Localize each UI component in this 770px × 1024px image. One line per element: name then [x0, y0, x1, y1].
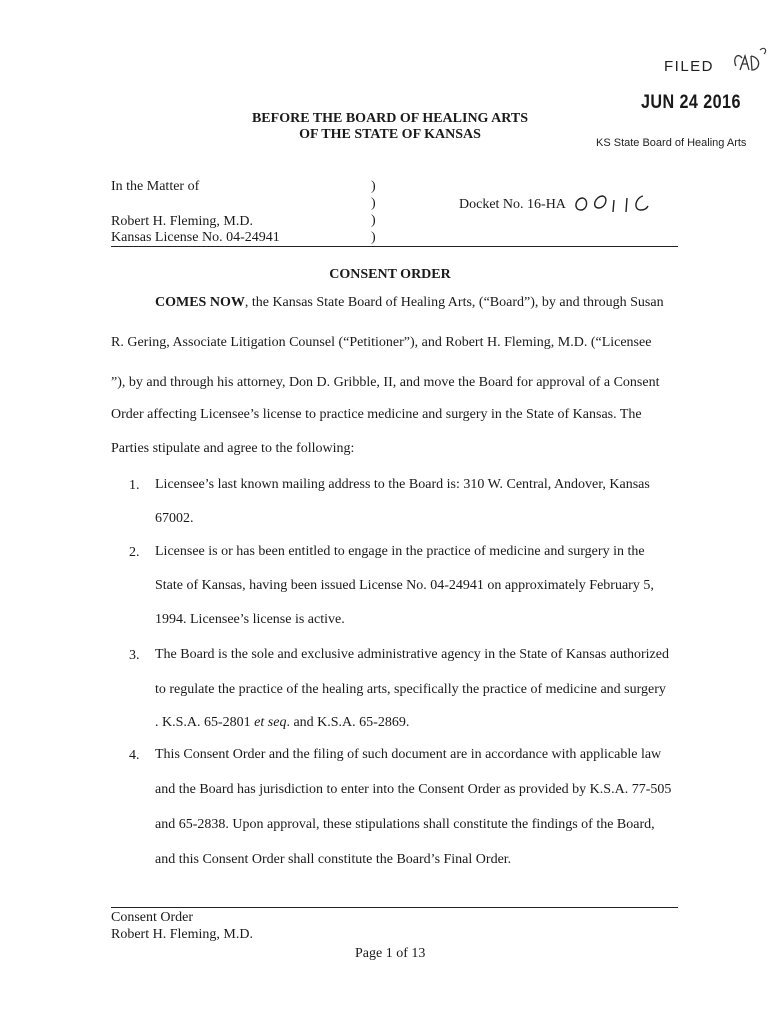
- filed-date: JUN 24 2016: [641, 92, 741, 113]
- intro-line-1: COMES NOW, the Kansas State Board of Healing Arts, (“Board”), by and through Susan: [155, 295, 664, 310]
- caption-name: Robert H. Fleming, M.D.: [111, 214, 253, 229]
- handwritten-initials: [730, 44, 770, 84]
- footer-rule: [111, 907, 678, 908]
- item-4-line-1: This Consent Order and the filing of such document are in accordance with applicable law: [155, 747, 662, 762]
- docket-number: Docket No. 16-HA: [459, 197, 566, 212]
- item-2-line-1: Licensee is or has been entitled to engage in the practice of medicine and surgery in the: [155, 544, 645, 559]
- intro-line-2: R. Gering, Associate Litigation Counsel (“Petitioner”), and Robert H. Fleming, M.D. (“Licensee: [111, 335, 652, 350]
- court-header-line1: BEFORE THE BOARD OF HEALING ARTS: [251, 111, 529, 126]
- caption-paren: ): [371, 179, 376, 194]
- item-1-line-2: 67002.: [155, 511, 194, 526]
- caption-license: Kansas License No. 04-24941: [111, 230, 280, 245]
- item-3-line-1: The Board is the sole and exclusive administrative agency in the State of Kansas authorized: [155, 647, 669, 662]
- item-number: 2.: [129, 545, 140, 560]
- item-3-citation: . K.S.A. 65-2801 et seq. and K.S.A. 65-2869.: [155, 715, 410, 730]
- intro-line-3: ”), by and through his attorney, Don D. Gribble, II, and move the Board for approval of a Consent: [111, 375, 660, 390]
- footer-party-name: Robert H. Fleming, M.D.: [111, 927, 253, 942]
- intro-line-4: Order affecting Licensee’s license to practice medicine and surgery in the State of Kansas. The: [111, 407, 642, 422]
- filed-stamp: FILED: [664, 58, 715, 75]
- document-title: CONSENT ORDER: [329, 267, 451, 282]
- item-4-line-2: and the Board has jurisdiction to enter into the Consent Order as provided by K.S.A. 77-505: [155, 782, 672, 797]
- caption-paren: ): [371, 213, 376, 228]
- footer-doc-title: Consent Order: [111, 910, 194, 925]
- caption-paren: ): [371, 230, 376, 245]
- intro-lead: COMES NOW: [155, 295, 245, 310]
- item-number: 4.: [129, 748, 140, 763]
- item-1-line-1: Licensee’s last known mailing address to the Board is: 310 W. Central, Andover, Kansas: [155, 477, 650, 492]
- caption-paren: ): [371, 196, 376, 211]
- court-header-line2: OF THE STATE OF KANSAS: [299, 127, 481, 142]
- item-4-line-3: and 65-2838. Upon approval, these stipulations shall constitute the findings of the Board,: [155, 817, 655, 832]
- handwritten-docket-number: [571, 190, 661, 216]
- item-4-line-4: and this Consent Order shall constitute the Board’s Final Order.: [155, 852, 512, 867]
- caption-rule: [111, 246, 678, 247]
- item-number: 3.: [129, 648, 140, 663]
- item-number: 1.: [129, 478, 140, 493]
- board-stamp: KS State Board of Healing Arts: [596, 137, 747, 149]
- intro-line-5: Parties stipulate and agree to the following:: [111, 441, 355, 456]
- page-number: Page 1 of 13: [355, 946, 426, 961]
- item-3-line-2: to regulate the practice of the healing arts, specifically the practice of medicine and surgery: [155, 682, 666, 697]
- item-2-line-3: 1994. Licensee’s license is active.: [155, 612, 345, 627]
- item-2-line-2: State of Kansas, having been issued License No. 04-24941 on approximately February 5,: [155, 578, 654, 593]
- caption-matter: In the Matter of: [111, 179, 200, 194]
